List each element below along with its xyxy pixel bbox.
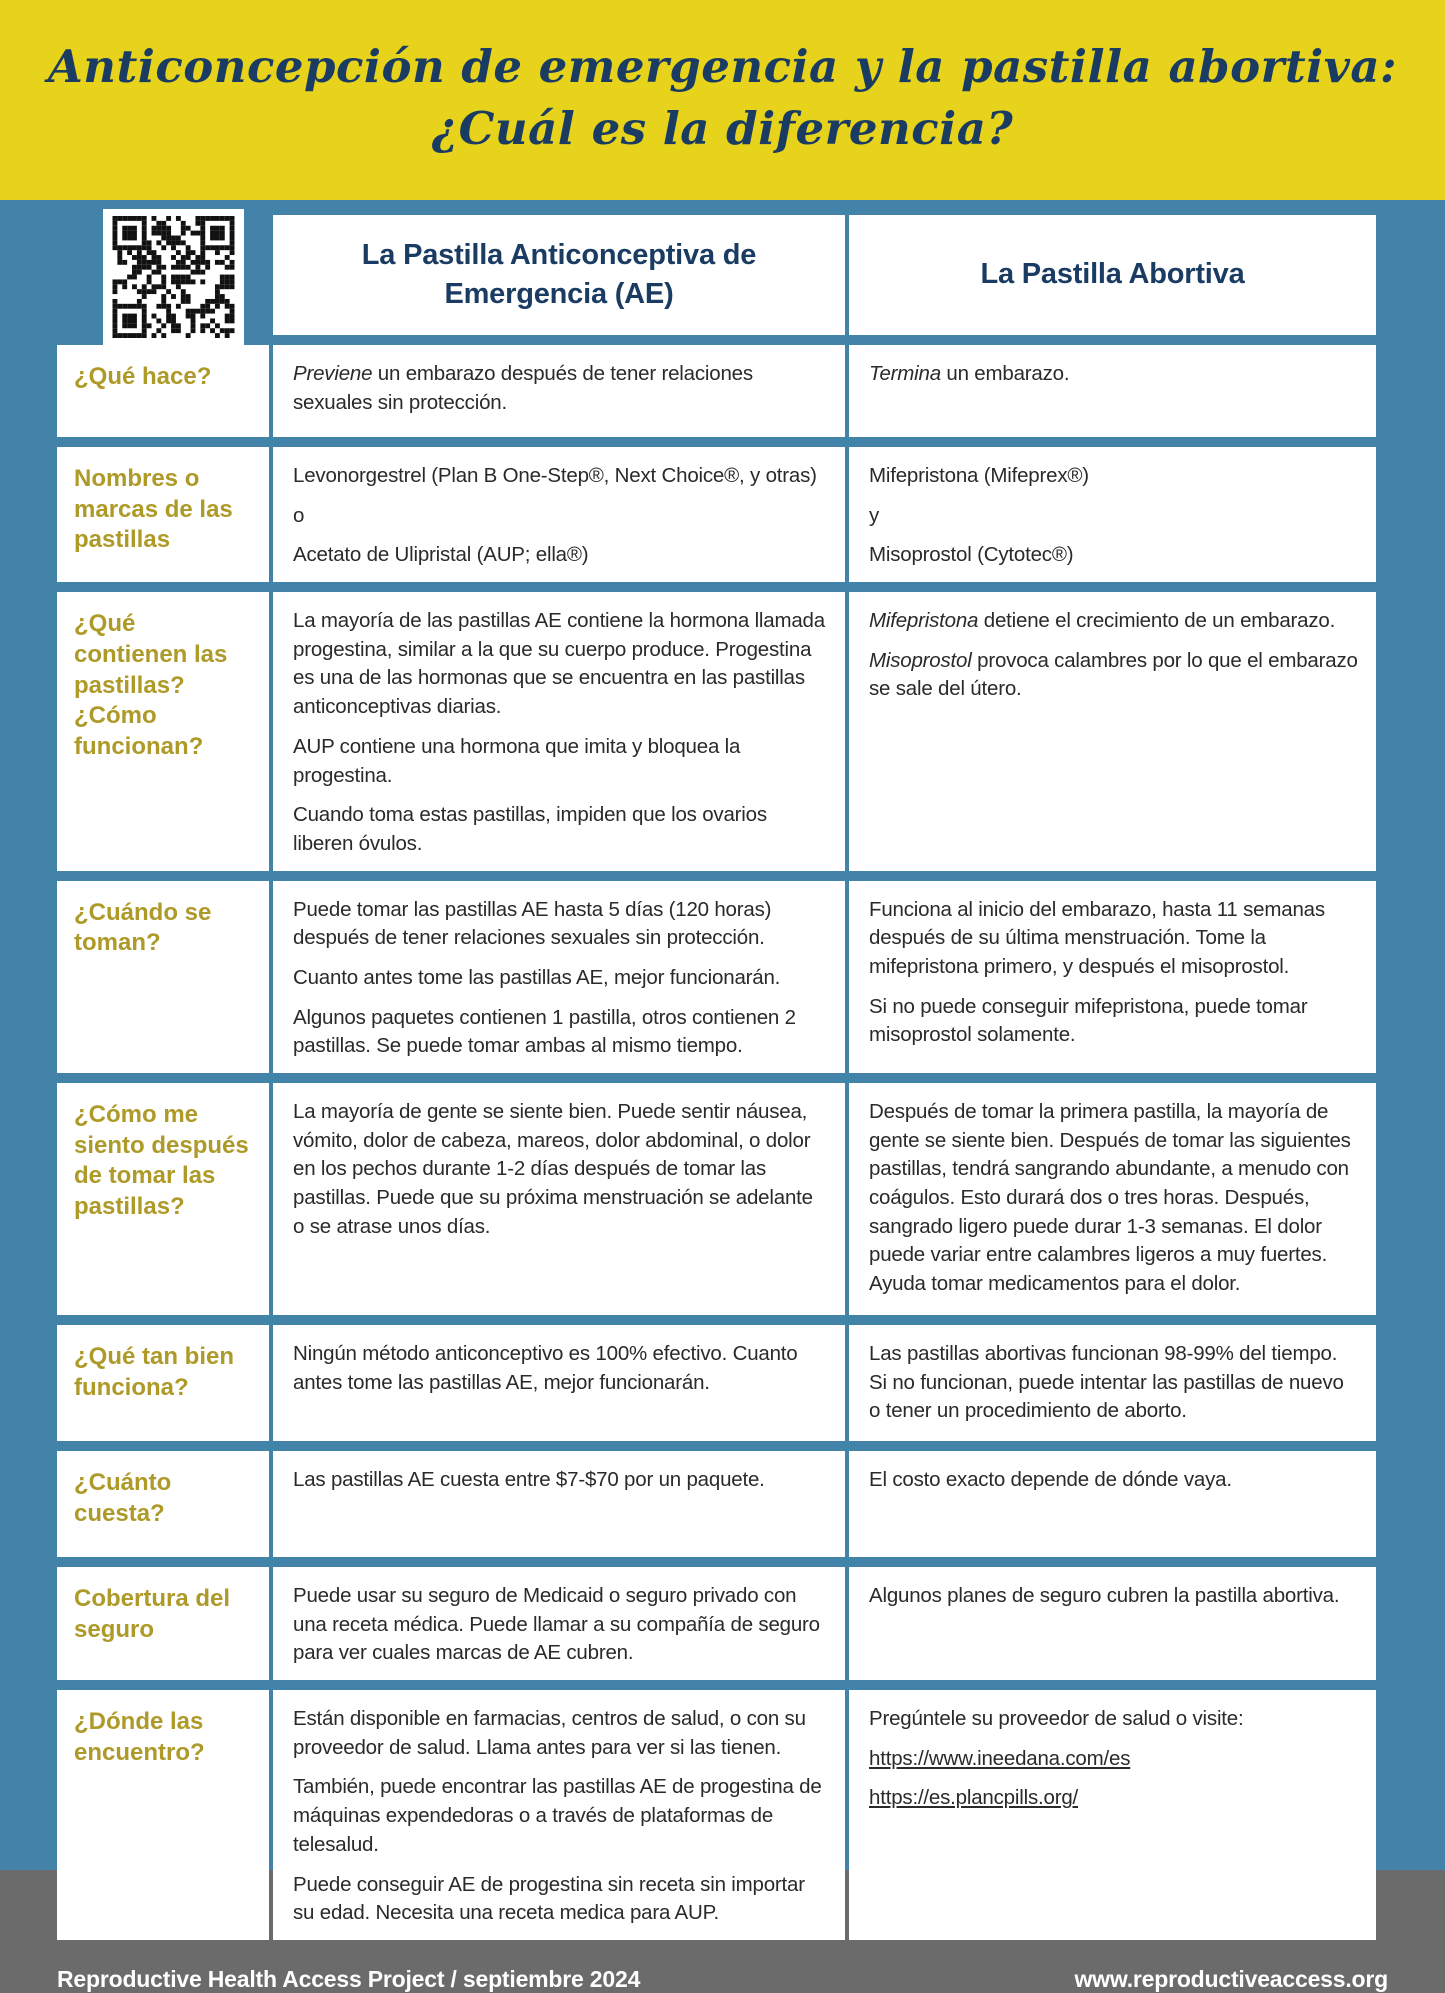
page-title-line1: Anticoncepción de emergencia y la pastilla abortiva: [47, 40, 1398, 93]
title-band [0, 0, 1445, 200]
paragraph: Algunos planes de seguro cubren la pastilla abortiva. [869, 1584, 1340, 1607]
paragraph [869, 1784, 1358, 1813]
paragraph: Pregúntele su proveedor de salud o visite: [869, 1707, 1244, 1731]
cell-abortiva [849, 1567, 1376, 1680]
cell-ae [273, 447, 845, 582]
link[interactable]: https://es.plancpills.org/ [869, 1786, 1079, 1810]
cell-abortiva [849, 1690, 1376, 1940]
paragraph: Acetato de Ulipristal (AUP; ella®) [293, 543, 589, 567]
footer-organization: Reproductive Health Access Project / septiembre 2024 [57, 1965, 641, 1992]
cell-ae [273, 345, 845, 437]
cell-ae [273, 1451, 845, 1557]
column-header-ae: La Pastilla Anticonceptiva de Emergencia (AE) [273, 215, 845, 335]
paragraph: Cuanto antes tome las pastillas AE, mejor funcionarán. [293, 965, 781, 989]
paragraph: Misoprostol provoca calambres por lo que el embarazo se sale del útero. [869, 648, 1358, 701]
paragraph: La mayoría de las pastillas AE contiene la hormona llamada progestina, similar a la que su cuerpo produce. Progestina es una de las hormonas que se encuentra en las pastillas anticonceptivas diarias. [293, 609, 825, 719]
paragraph: Misoprostol (Cytotec®) [869, 543, 1074, 567]
cell-ae [273, 1567, 845, 1680]
paragraph: Mifepristona detiene el crecimiento de un embarazo. [869, 609, 1336, 633]
paragraph: Previene un embarazo después de tener relaciones sexuales sin protección. [293, 362, 753, 414]
footer [57, 1966, 1388, 1993]
paragraph: Mifepristona (Mifeprex®) [869, 464, 1089, 487]
paragraph: Termina un embarazo. [869, 362, 1070, 385]
column-header-abortiva: La Pastilla Abortiva [849, 215, 1376, 335]
row-label: ¿Cuándo se toman? [57, 881, 269, 1073]
cell-abortiva [849, 592, 1376, 871]
qr-code-icon [112, 216, 235, 338]
row-label: Nombres o marcas de las pastillas [57, 447, 269, 582]
paragraph: AUP contiene una hormona que imita y bloquea la progestina. [293, 734, 741, 787]
row-label: ¿Dónde las encuentro? [57, 1690, 269, 1940]
cell-ae [273, 1690, 845, 1940]
row-label: ¿Qué tan bien funciona? [57, 1325, 269, 1441]
paragraph: Si no puede conseguir mifepristona, puede tomar misoprostol solamente. [869, 994, 1308, 1047]
paragraph: Después de tomar la primera pastilla, la mayoría de gente se siente bien. Después de tomar las siguientes pastillas, tendrá sangrando abundante, a menudo con coágulos. Esto durará dos o tres horas. Después, sangrado ligero puede durar 1-3 semanas. El dolor puede variar entre calambres ligeros a muy fuertes. Ayuda tomar medicamentos para el dolor. [869, 1100, 1351, 1296]
paragraph: El costo exacto depende de dónde vaya. [869, 1468, 1232, 1491]
cell-ae [273, 1083, 845, 1315]
paragraph: Funciona al inicio del embarazo, hasta 11 semanas después de su última menstruación. Tome la mifepristona primero, y después el misoprostol. [869, 897, 1325, 978]
cell-abortiva [849, 447, 1376, 582]
cell-ae [273, 881, 845, 1073]
cell-abortiva [849, 1083, 1376, 1315]
paragraph: Puede usar su seguro de Medicaid o seguro privado con una receta médica. Puede llamar a su compañía de seguro para ver cuales marcas de AE cubren. [293, 1584, 820, 1665]
row-label: ¿Qué hace? [57, 345, 269, 437]
cell-abortiva [849, 1451, 1376, 1557]
row-label: ¿Qué contienen las pastillas? ¿Cómo funcionan? [57, 592, 269, 871]
paragraph: La mayoría de gente se siente bien. Puede sentir náusea, vómito, dolor de cabeza, mareos, dolor abdominal, o dolor en los pechos durante 1-2 días después de tomar las pastillas. Puede que su próxima menstruación se adelante o se atrase unos días. [293, 1100, 813, 1238]
paragraph: Ningún método anticonceptivo es 100% efectivo. Cuanto antes tome las pastillas AE, mejor funcionarán. [293, 1342, 798, 1394]
cell-ae [273, 1325, 845, 1441]
cell-abortiva [849, 345, 1376, 437]
paragraph: y [869, 503, 880, 527]
cell-ae [273, 592, 845, 871]
row-label: ¿Cómo me siento después de tomar las pastillas? [57, 1083, 269, 1315]
paragraph: o [293, 503, 305, 527]
paragraph: Algunos paquetes contienen 1 pastilla, otros contienen 2 pastillas. Se puede tomar ambas al mismo tiempo. [293, 1005, 796, 1058]
page-title-line2: ¿Cuál es la diferencia? [431, 102, 1014, 155]
paragraph: Cuando toma estas pastillas, impiden que los ovarios liberen óvulos. [293, 803, 767, 855]
paragraph: Levonorgestrel (Plan B One-Step®, Next Choice®, y otras) [293, 464, 817, 487]
paragraph: También, puede encontrar las pastillas AE de progestina de máquinas expendedoras o a través de plataformas de telesalud. [293, 1775, 822, 1856]
cell-abortiva [849, 881, 1376, 1073]
comparison-table [57, 215, 1385, 1940]
paragraph: Las pastillas abortivas funcionan 98-99% del tiempo. Si no funcionan, puede intentar las pastillas de nuevo o tener un procedimiento de aborto. [869, 1342, 1344, 1423]
paragraph: Las pastillas AE cuesta entre $7-$70 por un paquete. [293, 1468, 765, 1491]
row-label: Cobertura del seguro [57, 1567, 269, 1680]
paragraph: Puede tomar las pastillas AE hasta 5 días (120 horas) después de tener relaciones sexuales sin protección. [293, 897, 772, 950]
qr-cell [57, 215, 269, 335]
qr-code-icon [103, 209, 244, 345]
link[interactable]: https://www.ineedana.com/es [869, 1746, 1131, 1770]
paragraph: Puede conseguir AE de progestina sin receta sin importar su edad. Necesita una receta medica para AUP. [293, 1872, 805, 1925]
paragraph [869, 1745, 1358, 1774]
paragraph: Están disponible en farmacias, centros de salud, o con su proveedor de salud. Llama antes para ver si las tienen. [293, 1707, 806, 1759]
footer-url: www.reproductiveaccess.org [1074, 1965, 1388, 1992]
row-label: ¿Cuánto cuesta? [57, 1451, 269, 1557]
cell-abortiva [849, 1325, 1376, 1441]
